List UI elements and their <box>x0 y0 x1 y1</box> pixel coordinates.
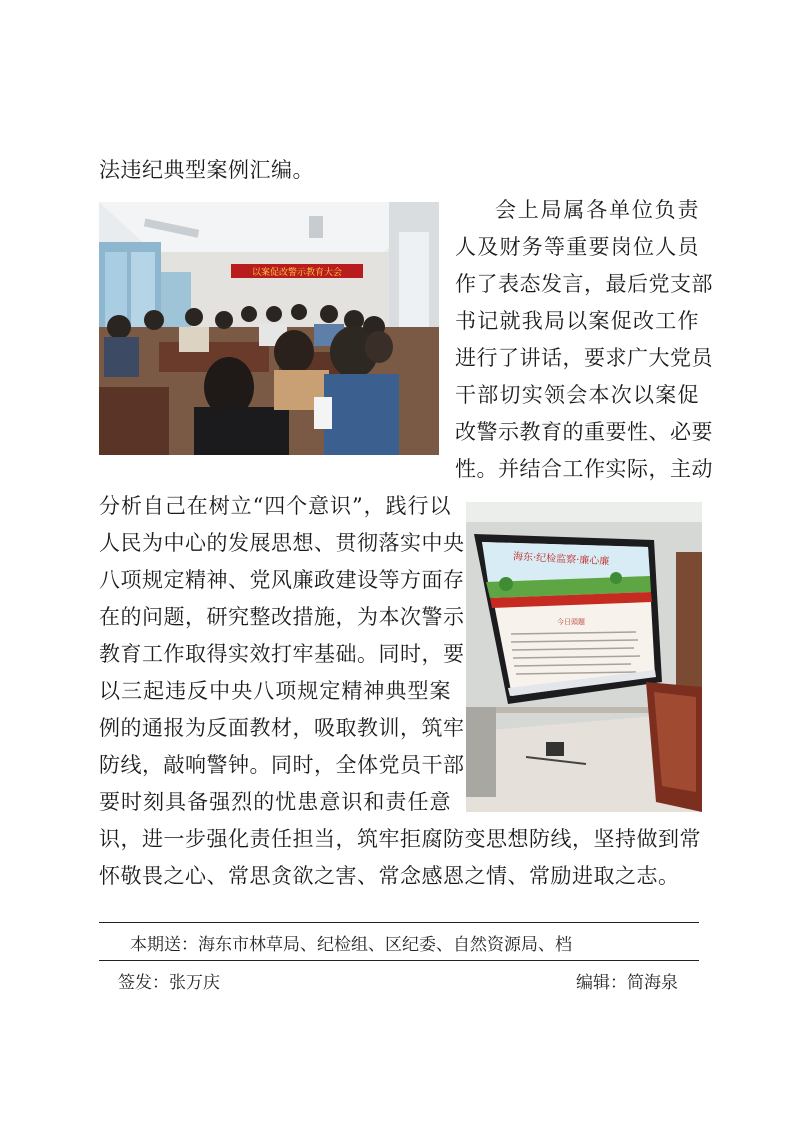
distribution-line: 本期送：海东市林草局、纪检组、区纪委、自然资源局、档 <box>130 935 572 955</box>
screen-title-text: 海东·纪检监察·廉心廉 <box>512 551 610 568</box>
article-line: 分析自己在树立“四个意识”，践行以 <box>99 494 451 518</box>
screen-photo-graphic <box>466 502 702 812</box>
footer-top-rule <box>99 922 699 923</box>
article-line: 在的问题，研究整改措施，为本次警示 <box>99 605 465 629</box>
meeting-photo-graphic <box>99 202 439 455</box>
editor-line: 编辑：简海泉 <box>576 973 678 993</box>
article-line: 八项规定精神、党风廉政建设等方面存 <box>99 568 465 592</box>
meeting-photo <box>99 202 439 455</box>
article-line: 怀敬畏之心、常思贪欲之害、常念感恩之情、常励进取之志。 <box>99 864 680 888</box>
issuer-line: 签发：张万庆 <box>118 973 220 993</box>
article-line: 改警示教育的重要性、必要 <box>455 420 713 444</box>
article-line: 进行了讲话，要求广大党员 <box>455 346 713 370</box>
footer-middle-rule <box>99 960 699 961</box>
meeting-banner-text: 以案促改警示教育大会 <box>251 268 343 278</box>
screen-photo <box>466 502 702 812</box>
article-line: 教育工作取得实效打牢基础。同时，要 <box>99 642 465 666</box>
article-line: 人民为中心的发展思想、贯彻落实中央 <box>99 531 465 555</box>
article-line: 以三起违反中央八项规定精神典型案 <box>99 679 451 703</box>
article-line: 防线，敲响警钟。同时，全体党员干部 <box>99 753 465 777</box>
article-line: 性。并结合工作实际，主动 <box>455 457 713 481</box>
article-line: 法违纪典型案例汇编。 <box>99 158 314 182</box>
article-line: 人及财务等重要岗位人员 <box>455 235 699 259</box>
article-line: 例的通报为反面教材，吸取教训，筑牢 <box>99 716 465 740</box>
article-line: 干部切实领会本次以案促 <box>455 383 699 407</box>
article-line: 要时刻具备强烈的忧患意识和责任意 <box>99 790 451 814</box>
article-line: 识，进一步强化责任担当，筑牢拒腐防变思想防线，坚持做到常 <box>99 827 701 851</box>
screen-subtitle-text: 今日頭題 <box>557 618 585 626</box>
article-line: 会上局属各单位负责 <box>495 198 699 222</box>
article-line: 作了表态发言，最后党支部 <box>455 272 713 296</box>
article-line: 书记就我局以案促改工作 <box>455 309 699 333</box>
